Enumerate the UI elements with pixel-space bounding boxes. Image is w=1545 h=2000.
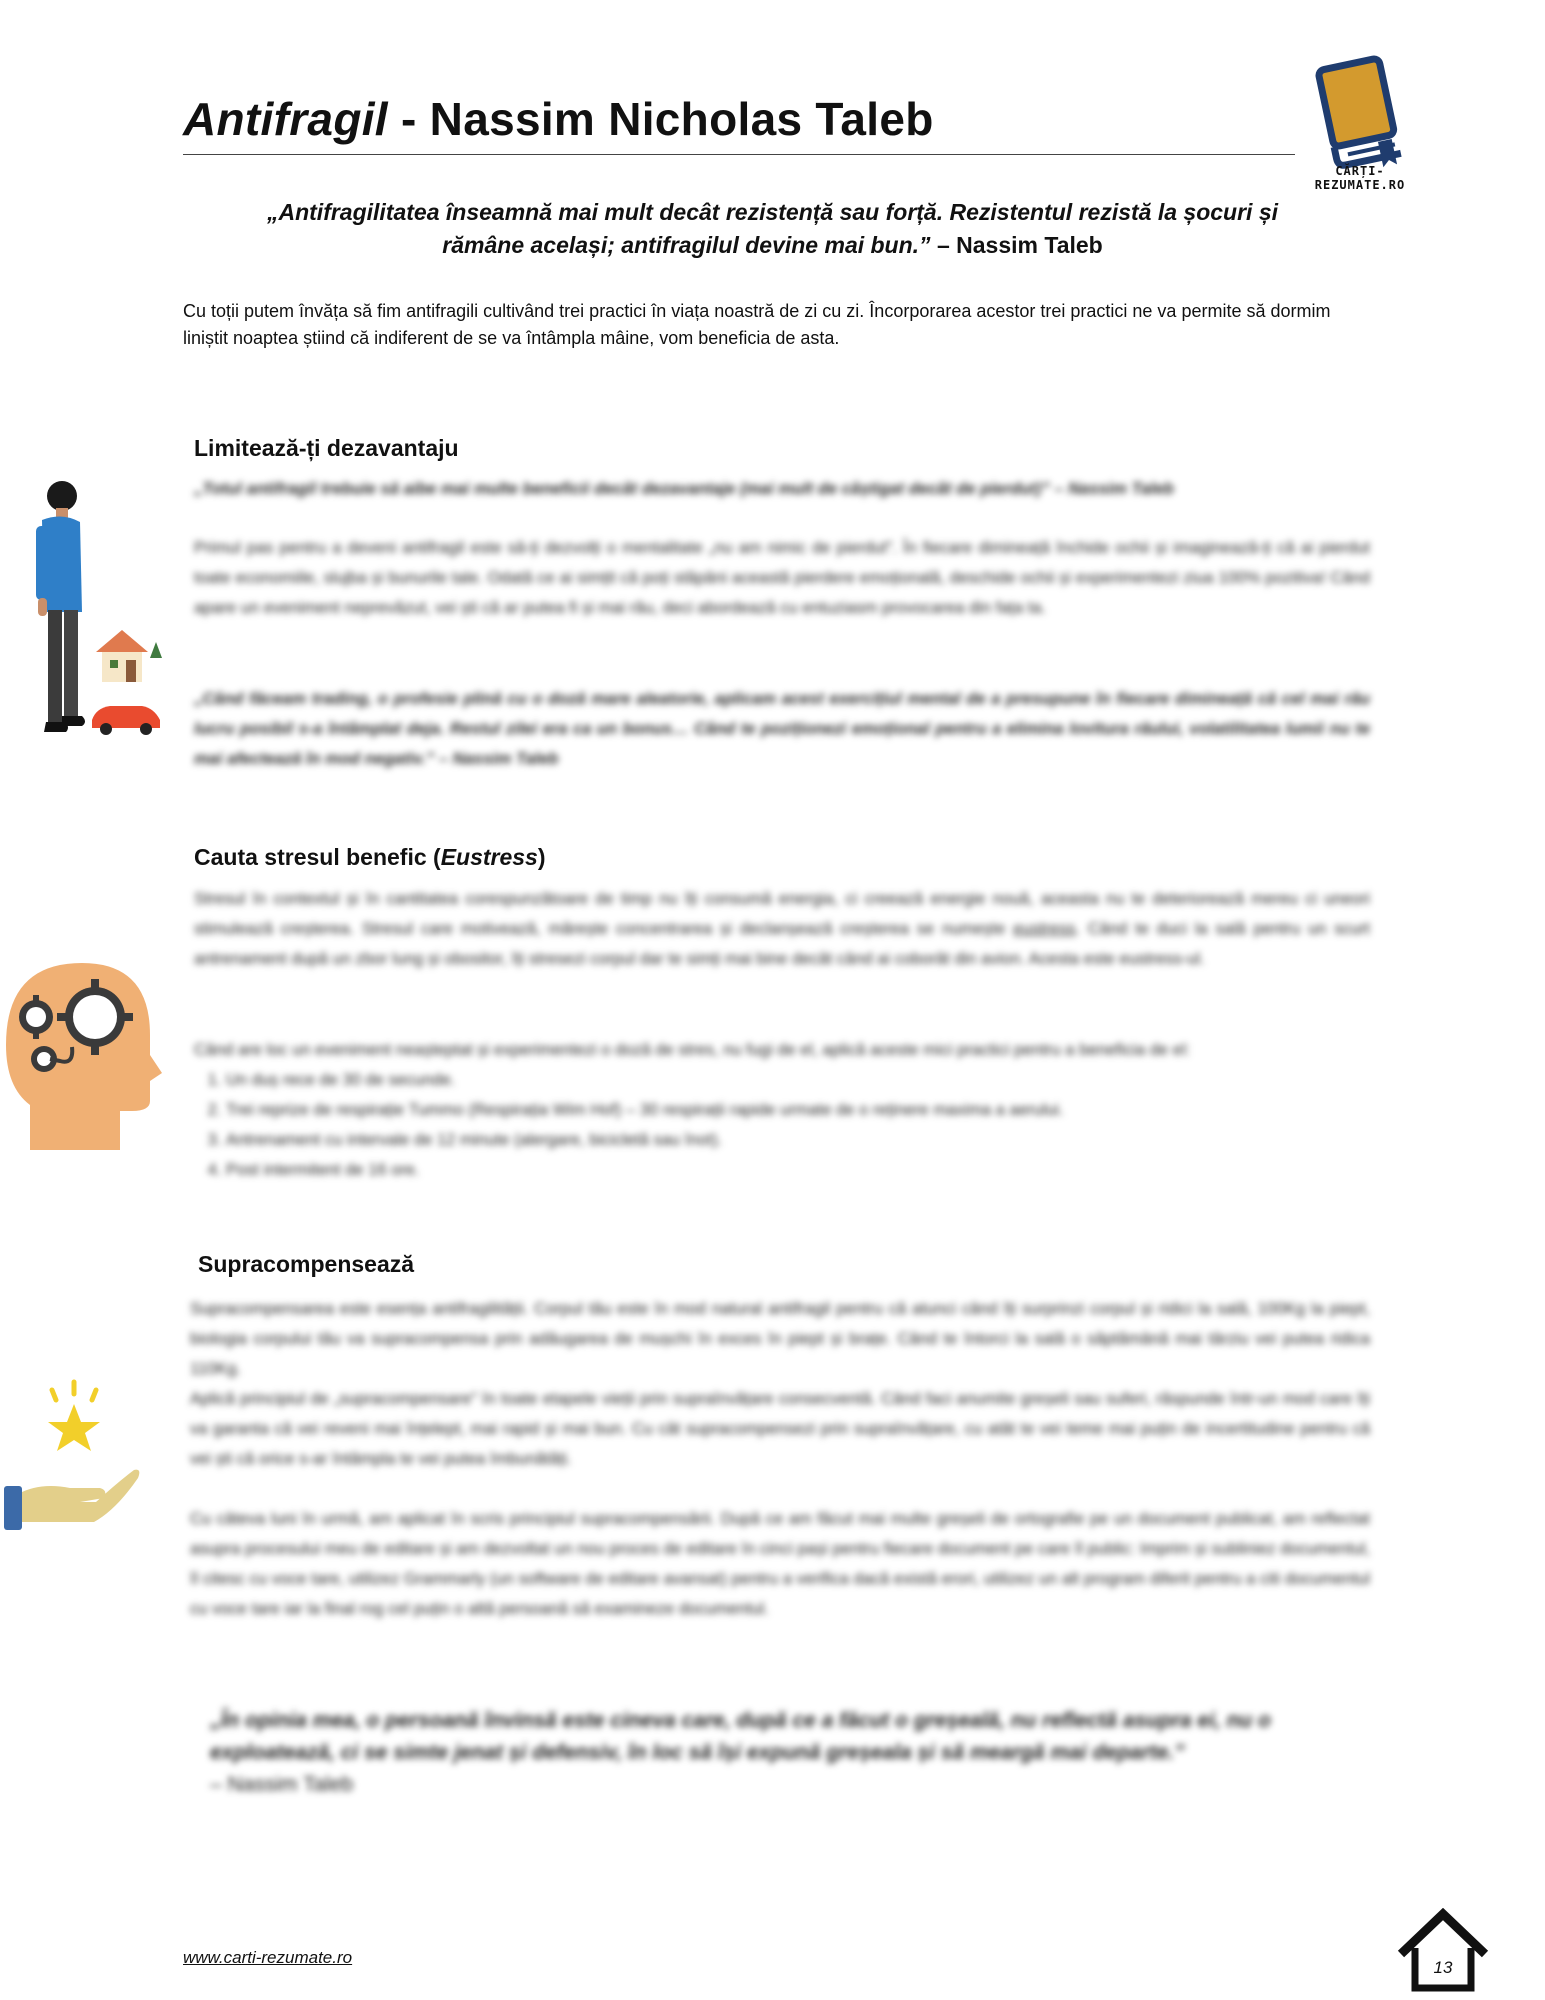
section1-paragraph: Primul pas pentru a deveni antifragil este să-ți dezvolți o mentalitate „nu am nimic de pierdut”. În fiecare dimineață închide ochii și imaginează-ți că ai pierdut toate economiile, slujba și bunurile tale. Odată ce ai simțit că poți stăpâni această pierdere emoțională, deschide ochii și experimentezi ziua 100% pozitiva! Când apare un eveniment neprevăzut, vei ști că ar putea fi și mai rău, deci abordează cu entuziasm provocarea din fața ta. <box>194 539 1370 617</box>
section2-text-a: Stresul în contextul și în cantitatea corespunzătoare de timp nu îți consumă energia, ci creează energie nouă, aceasta nu te deteriorează mereu ci uneori stimulează creșterea. Stresul care motivează, mărește concentrarea și declanșează creșterea se numește <box>194 890 1370 938</box>
section3-paragraph-1: Supracompensarea este esența antifragilității. Corpul tău este în mod natural antifragil pentru că atunci când îți surprinzi corpul și ridici la sală, 100Kg la piept, biologia corpului tău va supracompensa prin adăugarea de mușchi în exces în piept și brațe. Când te întorci la sală o săptămână mai târziu vei putea ridica 110Kg. <box>190 1300 1370 1378</box>
list-item: 3. Antrenament cu intervale de 12 minute (alergare, bicicletă sau înot). <box>226 1125 1370 1155</box>
section2-term-eustress: eustress <box>1013 920 1076 938</box>
section3-paragraph-3: Cu câteva luni în urmă, am aplicat în scris principiul supracompensării. După ce am făcut mai multe greșeli de ortografie pe un document publicat, am reflectat asupra procesului meu de editare și am dezvoltat un nou proces de editare în cinci pași pentru fiecare document pe care îl public: Imprim și subliniez documentul, îl citesc cu voce tare, utilizez Grammarly (un software de editare avansat) pentru a verifica dacă există erori, utilizez un alt program diferit pentru a citi documentul cu voce tare iar la final rog cel puțin o altă persoană să examineze documentul. <box>190 1510 1370 1618</box>
final-quote-text: „În opinia mea, o persoană învinsă este cineva care, după ce a făcut o greșeală, nu reflectă asupra ei, nu o exploatează, ci se simte jenat și defensiv, în loc să își expună greșeala și să meargă mai departe.” <box>210 1709 1271 1764</box>
book-title: Antifragil <box>183 93 388 145</box>
top-quote-text: „Antifragilitatea înseamnă mai mult decât rezistență sau forță. Rezistentul rezistă la șocuri și rămâne același; antifragilul devine mai bun.” <box>266 199 1279 258</box>
section2-text-b: . Când te duci la sală pentru un scurt antrenament după un zbor lung și obositor, îți stresezi corpul dar te simți mai bine decât când ai coborât din avion. Acesta este eustress-ul. <box>194 920 1370 968</box>
final-quote-author: – Nassim Taleb <box>210 1773 354 1796</box>
section-heading-limit-downside: Limitează-ți dezavantaju <box>194 435 459 461</box>
website-link[interactable]: www.carti-rezumate.ro <box>183 1948 353 1967</box>
home-icon[interactable] <box>1395 1908 1491 1994</box>
list-item: 4. Post intermitent de 16 ore. <box>226 1155 1370 1185</box>
head-gears-icon <box>0 955 165 1155</box>
section2-list-block <box>194 1035 1370 1185</box>
document-title <box>183 92 934 146</box>
section2-paragraph <box>194 884 1370 974</box>
top-quote-author: – Nassim Taleb <box>930 232 1103 258</box>
list-item: 1. Un duș rece de 30 de secunde. <box>226 1065 1370 1095</box>
book-author: Nassim Nicholas Taleb <box>429 93 934 145</box>
practices-list <box>194 1065 1370 1185</box>
heading-prefix: Cauta stresul benefic ( <box>194 844 441 870</box>
title-separator: - <box>387 93 430 145</box>
final-quote <box>210 1705 1350 1801</box>
heading-suffix: ) <box>537 844 546 870</box>
section2-list-intro: Când are loc un eveniment neașteptat și experimentezi o doză de stres, nu fugi de el, aplică aceste mici practici pentru a beneficia de el: <box>194 1041 1191 1059</box>
section1-quote: „Totul antifragil trebuie să aibe mai multe beneficii decât dezavantaje (mai mult de câștigat decât de pierdut)” – Nassim Taleb <box>194 480 1174 498</box>
top-quote <box>240 196 1305 262</box>
section3-paragraph-2: Aplică principiul de „supracompensare” în toate etapele vieții prin supraînvățare consecventă. Când faci anumite greșeli sau suferi, răspunde într-un mod care îți va garanta că vei reveni mai înțelept, mai rapid și mai bun. Cu cât supracompensezi prin supraînvățare, cu atât te vei teme mai puțin de incertitudine pentru că vei ști că orice s-ar întâmpla te vei putea îmbunătăți. <box>190 1390 1370 1468</box>
worried-man-icon <box>18 472 168 742</box>
section-heading-eustress <box>194 844 546 871</box>
heading-italic: Eustress <box>440 844 538 870</box>
section-heading-overcompensate: Supracompensează <box>198 1251 415 1277</box>
logo-text: CĂRȚI-REZUMATE.RO <box>1314 164 1406 192</box>
intro-paragraph: Cu toții putem învăța să fim antifragili cultivând trei practici în viața noastră de zi cu zi. Încorporarea acestor trei practici ne va permite să dormim liniștit noaptea știind că indiferent de se va întâmpla mâine, vom beneficia de asta. <box>183 301 1331 348</box>
section1-quote2: „Când făceam trading, o profesie plină cu o doză mare aleatorie, aplicam acest exercițiul mental de a presupune în fiecare dimineață că cel mai rău lucru posibil s-a întâmplat deja. Restul zilei era ca un bonus… Când te poziționezi emoțional pentru a elimina lovitura răului, volatilitatea lumii nu te mai afectează în mod negativ.” – Nassim Taleb <box>194 690 1370 768</box>
list-item: 2. Trei reprize de respirație Tummo (Respirația Wim Hof) – 30 respirații rapide urmate de o reținere maxima a aerului. <box>226 1095 1370 1125</box>
page-number: 13 <box>1433 1958 1453 1977</box>
hand-star-icon <box>0 1370 145 1540</box>
title-underline <box>183 154 1295 155</box>
